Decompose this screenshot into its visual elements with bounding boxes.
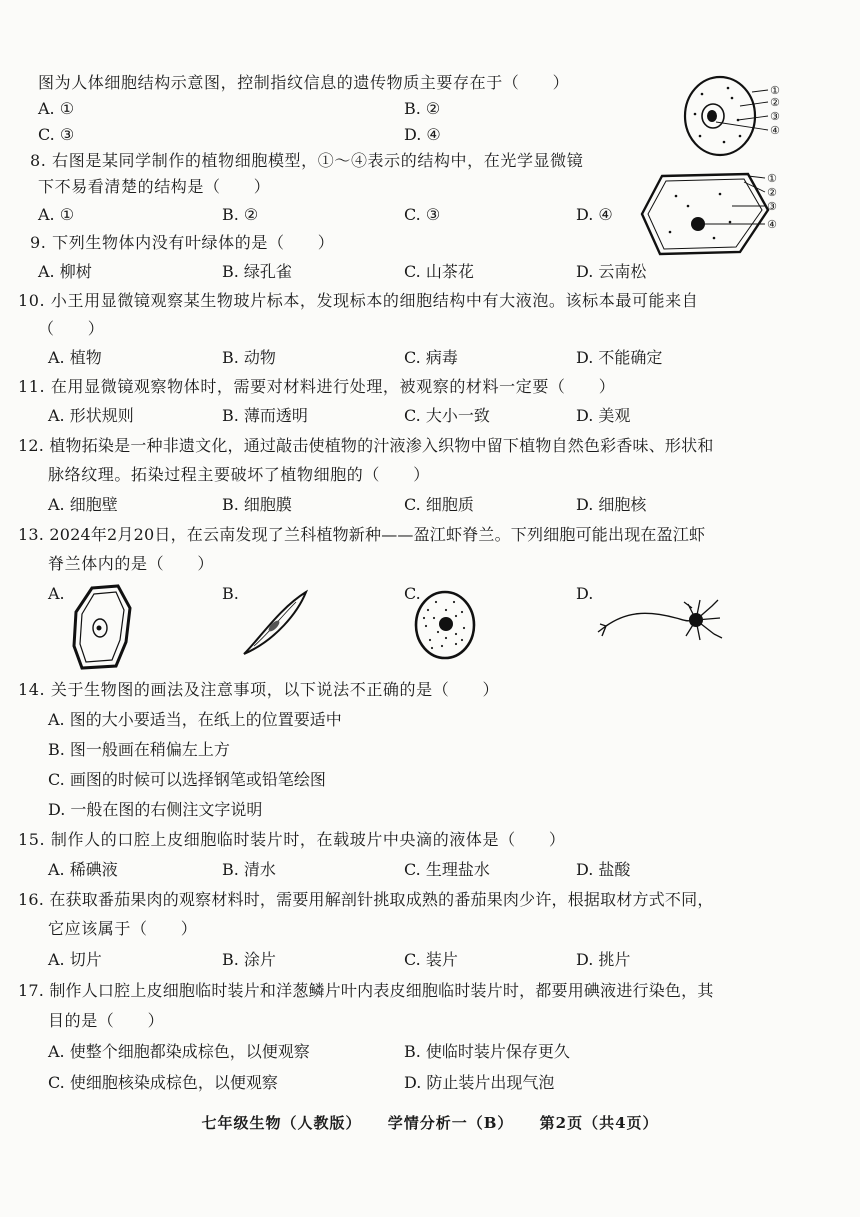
q9-option-a: A. 柳树 [38,262,92,281]
q14-stem: 14. 关于生物图的画法及注意事项，以下说法不正确的是（ ） [18,680,500,699]
smooth-muscle-cell-image [240,588,310,658]
q11-option-d: D. 美观 [576,406,631,425]
q16-stem-line1: 16. 在获取番茄果肉的观察材料时，需要用解剖针挑取成熟的番茄果肉少许，根据取材方式不同， [18,890,714,909]
q8-option-b: B. ② [222,205,259,224]
footer-page-number: 第2页（共4页） [539,1114,659,1132]
q8-stem-line2: 下不易看清楚的结构是（ ） [38,177,271,196]
plant-cell-model-diagram [640,166,790,258]
q9-option-b: B. 绿孔雀 [222,262,292,281]
q12-option-d: D. 细胞核 [576,495,647,514]
q12-stem-line1: 12. 植物拓染是一种非遗文化，通过敲击使植物的汁液渗入织物中留下植物自然色彩香味、形状和 [18,436,714,455]
q12-option-b: B. 细胞膜 [222,495,292,514]
q7-fig-label-3: ③ [770,110,780,123]
animal-cell-image [412,588,478,662]
q15-stem: 15. 制作人的口腔上皮细胞临时装片时，在载玻片中央滴的液体是（ ） [18,830,566,849]
q8-fig-label-1: ① [767,172,777,185]
q10-option-c: C. 病毒 [404,348,458,367]
q8-option-c: C. ③ [404,205,441,224]
q16-option-a: A. 切片 [48,950,102,969]
footer-exam: 学情分析一（B） [387,1114,514,1132]
q13-option-d: D. [576,584,594,603]
q16-option-b: B. 涂片 [222,950,276,969]
q7-fig-label-4: ④ [770,124,780,137]
q11-option-b: B. 薄而透明 [222,406,308,425]
q17-stem-line1: 17. 制作人口腔上皮细胞临时装片和洋葱鳞片叶内表皮细胞临时装片时，都要用碘液进行染色，其 [18,981,714,1000]
plant-cell-image [70,584,134,670]
q11-stem: 11. 在用显微镜观察物体时，需要对材料进行处理，被观察的材料一定要（ ） [18,377,616,396]
page-footer [0,1112,860,1133]
q9-option-c: C. 山茶花 [404,262,474,281]
q14-option-c: C. 画图的时候可以选择钢笔或铅笔绘图 [48,770,326,789]
q17-option-b: B. 使临时装片保存更久 [404,1042,570,1061]
q12-option-a: A. 细胞壁 [48,495,118,514]
q10-stem-line2: （ ） [38,319,105,338]
neuron-cell-image [596,596,726,646]
q16-option-c: C. 装片 [404,950,458,969]
q15-option-b: B. 清水 [222,860,276,879]
q17-option-c: C. 使细胞核染成棕色，以便观察 [48,1073,278,1092]
q12-stem-line2: 脉络纹理。拓染过程主要破坏了植物细胞的（ ） [48,465,430,484]
q11-option-c: C. 大小一致 [404,406,490,425]
q13-option-b: B. [222,584,239,603]
q8-option-a: A. ① [38,205,75,224]
q8-fig-label-3: ③ [767,200,777,213]
q13-stem-line2: 脊兰体内的是（ ） [48,554,215,573]
q7-option-a: A. ① [38,99,75,118]
q16-option-d: D. 挑片 [576,950,631,969]
q7-fig-label-2: ② [770,96,780,109]
q7-stem: 图为人体细胞结构示意图，控制指纹信息的遗传物质主要存在于（ ） [38,73,570,92]
q15-option-a: A. 稀碘液 [48,860,118,879]
q10-option-d: D. 不能确定 [576,348,663,367]
q8-option-d: D. ④ [576,205,613,224]
q7-option-d: D. ④ [404,125,441,144]
q13-option-a: A. [48,584,65,603]
q9-option-d: D. 云南松 [576,262,647,281]
q16-stem-line2: 它应该属于（ ） [48,919,198,938]
q10-stem-line1: 10. 小王用显微镜观察某生物玻片标本，发现标本的细胞结构中有大液泡。该标本最可能来自 [18,291,699,310]
human-cell-diagram [680,72,790,164]
footer-subject: 七年级生物（人教版） [201,1114,362,1132]
q10-option-a: A. 植物 [48,348,102,367]
q11-option-a: A. 形状规则 [48,406,134,425]
q8-fig-label-2: ② [767,186,777,199]
q14-option-a: A. 图的大小要适当，在纸上的位置要适中 [48,710,342,729]
q13-option-c: C. [404,584,421,603]
q15-option-d: D. 盐酸 [576,860,631,879]
q7-option-b: B. ② [404,99,441,118]
q12-option-c: C. 细胞质 [404,495,474,514]
q7-fig-label-1: ① [770,84,780,97]
q17-option-a: A. 使整个细胞都染成棕色，以便观察 [48,1042,310,1061]
q17-option-d: D. 防止装片出现气泡 [404,1073,555,1092]
q10-option-b: B. 动物 [222,348,276,367]
q14-option-d: D. 一般在图的右侧注文字说明 [48,800,263,819]
q13-stem-line1: 13. 2024年2月20日，在云南发现了兰科植物新种——盈江虾脊兰。下列细胞可能出现在盈江虾 [18,525,706,544]
q15-option-c: C. 生理盐水 [404,860,490,879]
q14-option-b: B. 图一般画在稍偏左上方 [48,740,230,759]
q7-option-c: C. ③ [38,125,75,144]
q17-stem-line2: 目的是（ ） [48,1011,165,1030]
q9-stem: 9. 下列生物体内没有叶绿体的是（ ） [30,233,335,252]
q8-stem-line1: 8. 右图是某同学制作的植物细胞模型，①～④表示的结构中，在光学显微镜 [30,151,584,170]
q8-fig-label-4: ④ [767,218,777,231]
